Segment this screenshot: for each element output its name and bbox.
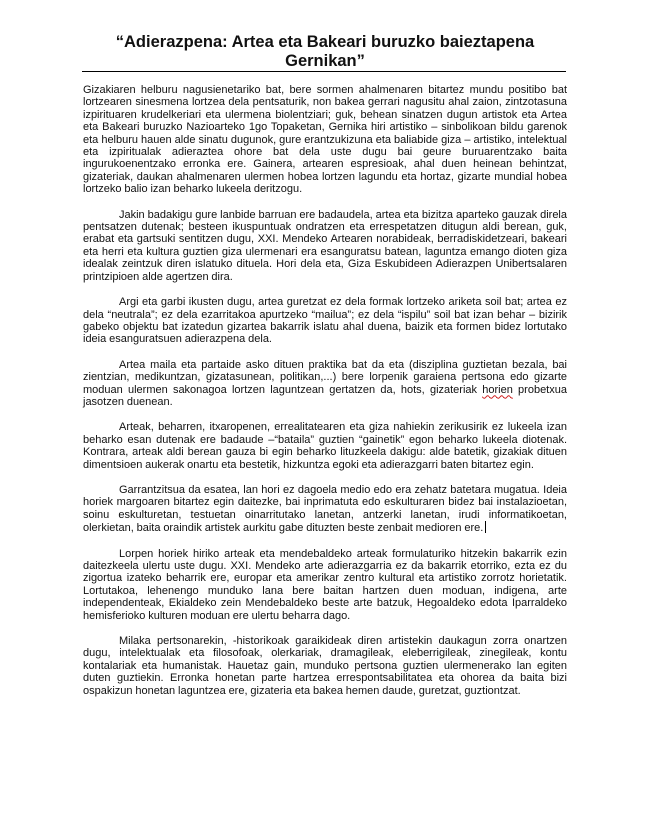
document-body[interactable] (83, 84, 567, 697)
title-underline (82, 71, 566, 72)
title-line-2: Gernikan” (285, 52, 365, 70)
paragraph-6 (83, 484, 567, 535)
spelling-error-word[interactable]: horien (482, 383, 513, 396)
paragraph-1: Gizakiaren helburu nagusienetariko bat, bere sormen ahalmenaren bitartez mundu positibo bat lortzearen sinesmena lortzea dela pentsaturik, non bakea gerrari nagusitu ahal zaion, zintzotasuna izpirituaren krudelkeriari eta ulermena biolentziari; guk, behean sinatzen dugun artistok eta Artea eta Bakeari buruzko Nazioarteko 1go Topaketan, Gernika hiri artistiko – sinbolikoan bildu garenok eta helburu hauen alde sinatu dugunok, gure erantzukizuna eta baliabide giza – artistiko, intelektual eta izpiritualak adieraztea ohore bat dela uste dugu bai geure buruarentzako baita ingurukoenentzako erronka ere. Gainera, artearen espresioak, ahal duen heinean behintzat, gizateriak, daukan ahalmenaren ulermen hobea lortzen lagundu eta hortaz, gizarte mundial hobea lortzeko balio izan beharko lukeela deritzogu. (83, 84, 567, 196)
paragraph-6-text: Garrantzitsua da esatea, lan hori ez dagoela medio edo era zehatz batetara mugatua. Ideia horiek margoaren bitartez egin daitezke, bai inprimatuta edo eskulturaren bidez bai instalazioetan, soinu eskulturetan, testuetan oinarritutako lanetan, antzerki lanetan, irudi informatikoetan, olerkietan, baita oraindik artistek aurkitu gabe dituzten beste zenbait medioren ere. (83, 483, 567, 535)
document-title (60, 33, 590, 71)
paragraph-5: Arteak, beharren, itxaropenen, errealitatearen eta giza nahiekin zerikusirik ez lukeela izan beharko esan dutenak ere badaude –“bataila” guztien “gainetik” egon beharko lukeela diotenak. Kontrara, arteak aldi berean gauza bi egin beharko lituzkeela dakigu: alde batetik, gizakiak dituen dimentsioen aukerak onartu eta bestetik, hizkuntza egoki eta adierazgarri baten bitartez egin. (83, 421, 567, 471)
title-line-1: “Adierazpena: Artea eta Bakeari buruzko baieztapena (115, 33, 535, 51)
paragraph-8: Milaka pertsonarekin, -historikoak garaikideak diren artistekin daukagun zorra onartzen dugu, intelektualak eta filosofoak, olerkariak, dramagileak, eleberrigileak, zinegileak, kontu kontalariak eta humanistak. Hauetaz gain, munduko pertsona guztien ulermenerako lan egiten duten guztiekin. Erronka honetan parte hartzea errespontsabilitatea eta ohorea da baita bizi ospakizun honetan laguntzea ere, gizateria eta bakea hemen daude, guretzat, guztiontzat. (83, 635, 567, 697)
paragraph-7: Lorpen horiek hiriko arteak eta mendebaldeko arteak formulaturiko hitzekin bakarrik ezin daitezkeela ulertu uste dugu. XXI. Mendeko arte adierazgarria ez da bakarrik etorriko, ezta ez du zigortua izateko beharrik ere, europar eta amerikar zentro kultural eta artistiko zorrotz horietatik. Lortutakoa, lehenengo munduko lana bere baitan hartzen duen moduan, indigena, arte independenteak, Ekialdeko zein Mendebaldeko beste arte batzuk, Hegoaldeko edota Iparraldeko hemisferioko kulturen moduan ere ulertu beharra dago. (83, 547, 567, 622)
paragraph-2: Jakin badakigu gure lanbide barruan ere badaudela, artea eta bizitza aparteko gauzak direla pentsatzen dutenak; besteen ikuspuntuak ondratzen eta errespetatzen ditugun aldi berean, guk, erabat eta gartsuki sentitzen dugu, XXI. Mendeko Artearen norabideak, berradiskidetzeari, bakeari eta herri eta kultura guztien giza ulermenari era esanguratsu batean, laguntza emango dioten giza idealak zeintzuk diren islatuko dituela. Hori dela eta, Giza Eskubideen Adierazpen Unibertsalaren printzipioen alde agertzen dira. (83, 208, 567, 283)
paragraph-3: Argi eta garbi ikusten dugu, artea guretzat ez dela formak lortzeko ariketa soil bat; artea ez dela “neutrala”; ez dela ezarritakoa apurtzeko “mailua”; ez dela “ispilu” soil bat izan behar – bizirik gabeko objektu bat izatedun gizartea bakarrik islatu ahal duena, baizik eta formen bidez lortutako ideia esanguratsuen adierazpena dela. (83, 296, 567, 346)
text-cursor (485, 521, 486, 533)
paragraph-4-text-a: Artea maila eta partaide asko dituen praktika bat da eta (disziplina guztietan bezala, bai zientzian, medikuntzan, gizatasunean, politikan,...) bere lorpenik garaiena pertsona edo gizarte moduan ulermen sakonagoa lortzen laguntzean gertatzen da, hots, gizateriak (83, 358, 567, 396)
paragraph-4 (83, 359, 567, 409)
paragraph-4-text-b: probetxua jasotzen duenean. (83, 383, 567, 408)
